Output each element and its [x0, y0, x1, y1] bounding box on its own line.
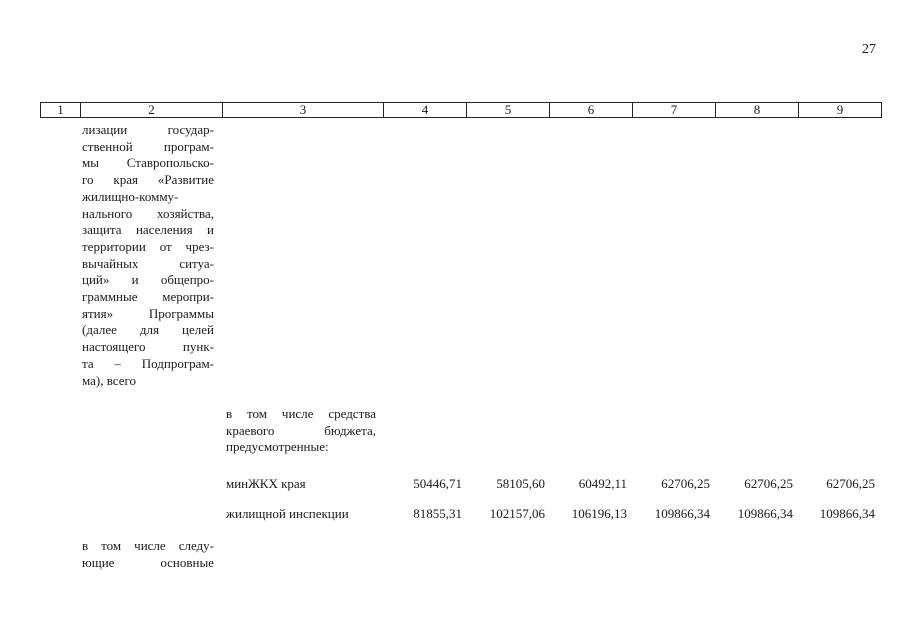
table-cell: 62706,25: [661, 476, 710, 491]
description-line: территории от чрез-: [82, 238, 214, 254]
description-line: ятия» Программы: [82, 305, 214, 321]
description-line: та – Подпрограм-: [82, 355, 214, 371]
table-cell: 109866,34: [737, 506, 793, 521]
description-line: ственной програм-: [82, 138, 214, 154]
column-header-8: 8: [716, 103, 799, 118]
description-line: вычайных ситуа-: [82, 255, 214, 271]
column-header-6: 6: [550, 103, 633, 118]
column-number-header: [40, 102, 882, 118]
table-cell: 62706,25: [744, 476, 793, 491]
heading-line: ющие основные: [82, 554, 214, 570]
description-line: защита населения и: [82, 222, 214, 238]
table-cell: 109866,34: [819, 506, 875, 521]
heading-line: в том числе следу-: [82, 538, 214, 553]
description-line: го края «Развитие: [82, 172, 214, 188]
table-row: [0, 506, 905, 524]
budget-subheading: [226, 406, 376, 456]
column-header-5: 5: [467, 103, 550, 118]
description-line: настоящего пунк-: [82, 339, 214, 355]
table-cell: 62706,25: [826, 476, 875, 491]
table-cell: 102157,06: [489, 506, 545, 521]
table-cell: 106196,13: [571, 506, 627, 521]
page-number: 27: [862, 42, 876, 57]
column-header-1: 1: [41, 103, 81, 118]
main-activities-heading: [82, 538, 214, 571]
column-header-7: 7: [633, 103, 716, 118]
column-header-9: 9: [799, 103, 882, 118]
description-line: граммные меропри-: [82, 289, 214, 305]
column-header-3: 3: [223, 103, 384, 118]
description-line: ций» и общепро-: [82, 272, 214, 288]
table-cell: 50446,71: [413, 476, 462, 491]
row-label: минЖКХ края: [226, 476, 306, 491]
description-line: нального хозяйства,: [82, 205, 214, 221]
subheading-line: краевого бюджета,: [226, 422, 376, 438]
description-line: ма), всего: [82, 372, 137, 388]
column-header-2: 2: [81, 103, 223, 118]
subprogram-description: [82, 122, 214, 389]
table-cell: 58105,60: [496, 476, 545, 491]
row-label: жилищной инспекции: [226, 506, 349, 521]
description-line: мы Ставропольско-: [82, 155, 214, 171]
description-line: жилищно-комму-: [82, 188, 179, 204]
table-cell: 60492,11: [578, 476, 627, 491]
column-header-4: 4: [384, 103, 467, 118]
subheading-line: предусмотренные:: [226, 439, 329, 455]
table-cell: 81855,31: [413, 506, 462, 521]
description-line: (далее для целей: [82, 322, 214, 338]
table-row: [0, 476, 905, 494]
table-cell: 109866,34: [654, 506, 710, 521]
description-line: лизации государ-: [82, 122, 214, 137]
subheading-line: в том числе средства: [226, 406, 376, 421]
